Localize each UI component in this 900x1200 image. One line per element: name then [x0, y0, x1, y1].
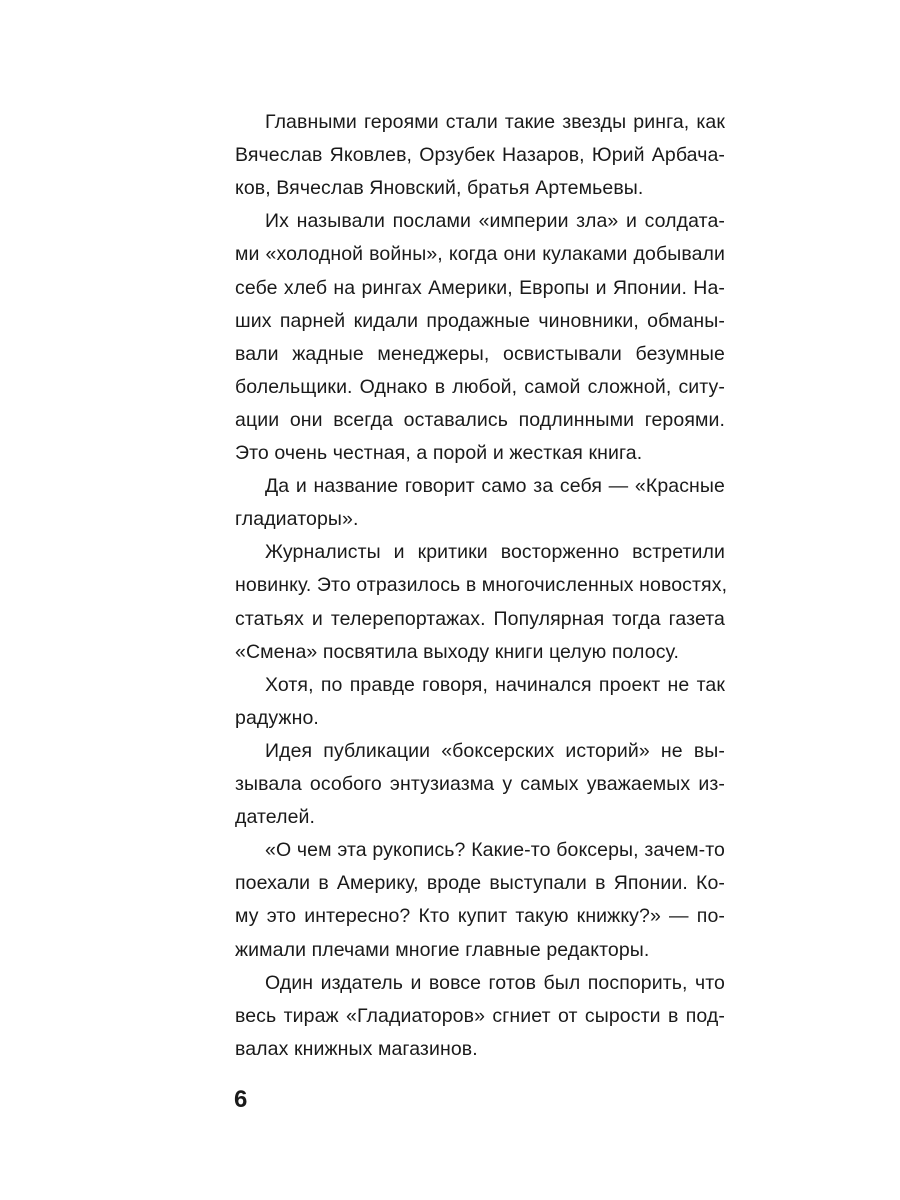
text-line: ших парней кидали продажные чиновники, обманы- — [235, 309, 725, 332]
text-line: му это интересно? Кто купит такую книжку?» — по- — [235, 905, 725, 928]
text-line: болельщики. Однако в любой, самой сложной, ситу- — [235, 375, 725, 398]
text-line: ков, Вячеслав Яновский, братья Артемьевы. — [235, 177, 644, 200]
text-line: Идея публикации «боксерских историй» не вы- — [265, 739, 725, 762]
text-line: Журналисты и критики восторженно встретили — [265, 541, 725, 564]
text-line: Главными героями стали такие звезды ринга, как — [265, 111, 725, 133]
text-line: ации они всегда оставались подлинными героями. — [235, 408, 725, 431]
text-line: весь тираж «Гладиаторов» сгниет от сырости в под- — [235, 1004, 725, 1027]
text-line: гладиаторы». — [235, 508, 359, 531]
text-line: статьях и телерепортажах. Популярная тогда газета — [235, 607, 725, 630]
text-line: жимали плечами многие главные редакторы. — [235, 938, 650, 961]
text-line: поехали в Америку, вроде выступали в Японии. Ко- — [235, 872, 725, 895]
text-line: ми «холодной войны», когда они кулаками добывали — [235, 243, 725, 266]
text-line: зывала особого энтузиазма у самых уважаемых из- — [235, 773, 725, 795]
text-line: Вячеслав Яковлев, Орзубек Назаров, Юрий Арбача- — [235, 144, 725, 167]
text-line: радужно. — [235, 706, 319, 729]
text-line: вали жадные менеджеры, освистывали безумные — [235, 342, 725, 365]
text-line: валах книжных магазинов. — [235, 1037, 478, 1060]
text-line: Один издатель и вовсе готов был поспорить, что — [265, 971, 725, 994]
text-line: Хотя, по правде говоря, начинался проект не так — [265, 673, 725, 696]
text-line: Это очень честная, а порой и жесткая книга. — [235, 442, 643, 464]
text-line: дателей. — [235, 806, 316, 829]
text-line: Их называли послами «империи зла» и солдата- — [265, 210, 725, 233]
text-line: «Смена» посвятила выходу книги целую полосу. — [235, 640, 679, 663]
page-number: 6 — [234, 1086, 248, 1113]
text-line: «О чем эта рукопись? Какие-то боксеры, зачем-то — [265, 839, 725, 862]
text-line: Да и название говорит само за себя — «Красные — [265, 475, 725, 498]
text-line: себе хлеб на рингах Америки, Европы и Японии. На- — [235, 276, 725, 299]
text-line: новинку. Это отразилось в многочисленных новостях, — [235, 574, 728, 597]
